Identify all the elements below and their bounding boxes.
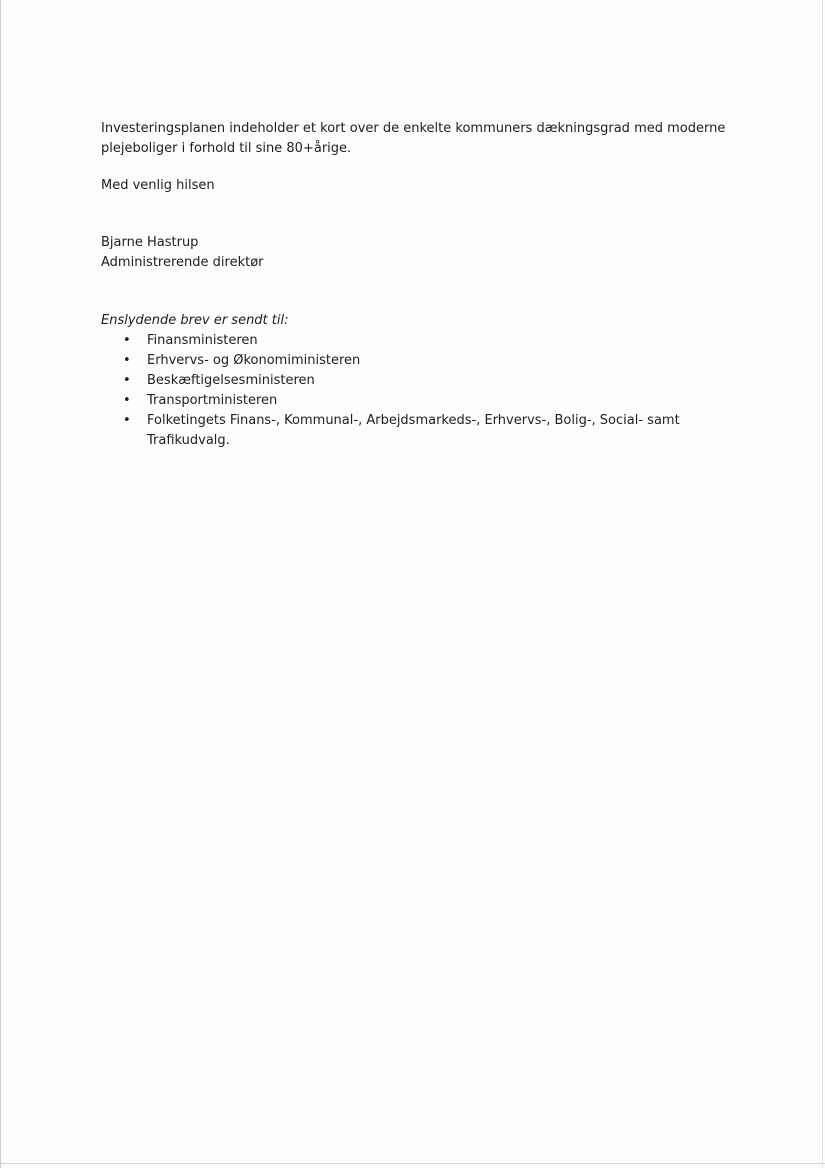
scan-edge-right bbox=[822, 0, 823, 1168]
bullet-icon: • bbox=[123, 413, 131, 428]
bullet-icon: • bbox=[123, 393, 131, 408]
list-item bbox=[101, 371, 751, 391]
cc-recipient: Erhvervs- og Økonomiministeren bbox=[147, 353, 361, 368]
cc-recipient: Folketingets Finans-, Kommunal-, Arbejdsmarkeds-, Erhvervs-, Bolig-, Social- samt Trafikudvalg. bbox=[147, 413, 680, 448]
closing-salutation: Med venlig hilsen bbox=[101, 178, 215, 193]
signer-title: Administrerende direktør bbox=[101, 255, 264, 270]
bullet-icon: • bbox=[123, 373, 131, 388]
list-item bbox=[101, 391, 751, 411]
cc-heading: Enslydende brev er sendt til: bbox=[101, 313, 289, 328]
bullet-icon: • bbox=[123, 333, 131, 348]
list-item bbox=[101, 331, 751, 351]
cc-recipient: Beskæftigelsesministeren bbox=[147, 373, 315, 388]
cc-recipient: Finansministeren bbox=[147, 333, 258, 348]
list-item bbox=[101, 411, 751, 451]
signature-block bbox=[101, 233, 751, 273]
cc-recipient: Transportministeren bbox=[147, 393, 278, 408]
scan-edge-bottom bbox=[0, 1163, 825, 1164]
list-item bbox=[101, 351, 751, 371]
signer-name: Bjarne Hastrup bbox=[101, 235, 199, 250]
intro-paragraph: Investeringsplanen indeholder et kort over de enkelte kommuners dækningsgrad med moderne plejeboliger i forhold til sine 80+årige. bbox=[101, 121, 726, 156]
cc-recipient-list bbox=[101, 331, 751, 451]
scan-edge-left bbox=[0, 0, 1, 1168]
bullet-icon: • bbox=[123, 353, 131, 368]
letter-body bbox=[101, 119, 751, 451]
